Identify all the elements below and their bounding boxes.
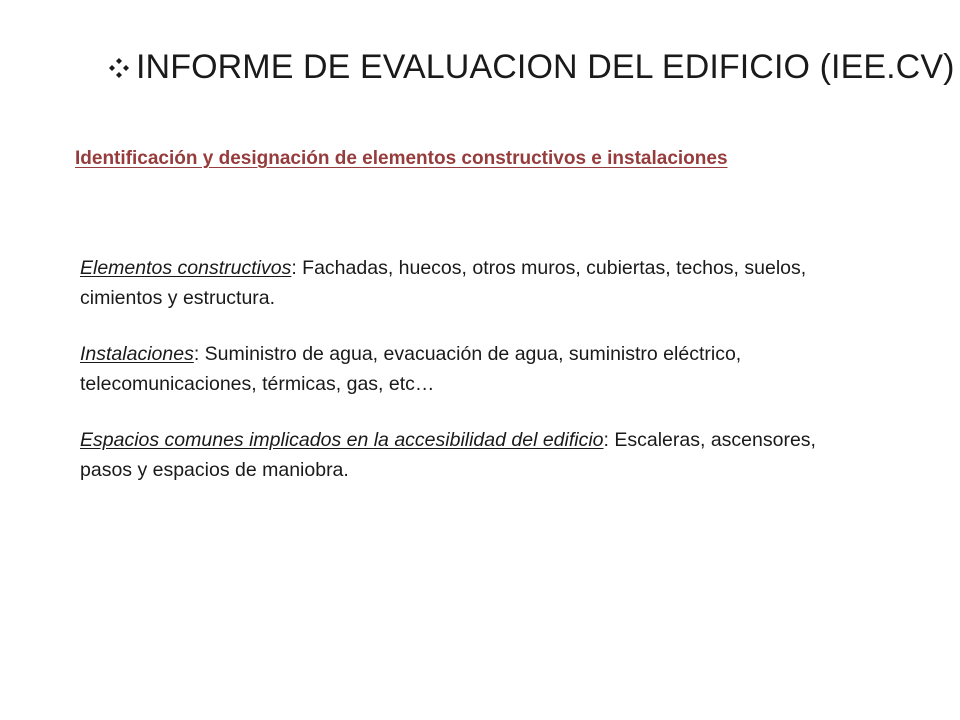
term-description: : Fachadas, huecos, otros muros, cubiertas, techos, suelos, cimientos y estructura. [80,257,807,309]
term-label: Elementos constructivos [80,257,292,279]
paragraph-espacios-comunes [80,425,840,485]
slide-title-text: INFORME DE EVALUACION DEL EDIFICIO (IEE.CV) [136,48,955,86]
term-label: Instalaciones [80,343,194,365]
four-diamond-bullet-icon [108,57,130,79]
term-description: : Suministro de agua, evacuación de agua, suministro eléctrico, telecomunicaciones, térmicas, gas, etc… [80,343,742,395]
body-content [80,253,840,511]
section-subtitle: Identificación y designación de elementos constructivos e instalaciones [75,148,728,169]
term-label: Espacios comunes implicados en la accesibilidad del edificio [80,429,604,451]
paragraph-elementos-constructivos [80,253,840,313]
paragraph-instalaciones [80,339,840,399]
term-description: : Escaleras, ascensores, pasos y espacios de maniobra. [80,429,816,481]
slide-title [108,42,955,92]
